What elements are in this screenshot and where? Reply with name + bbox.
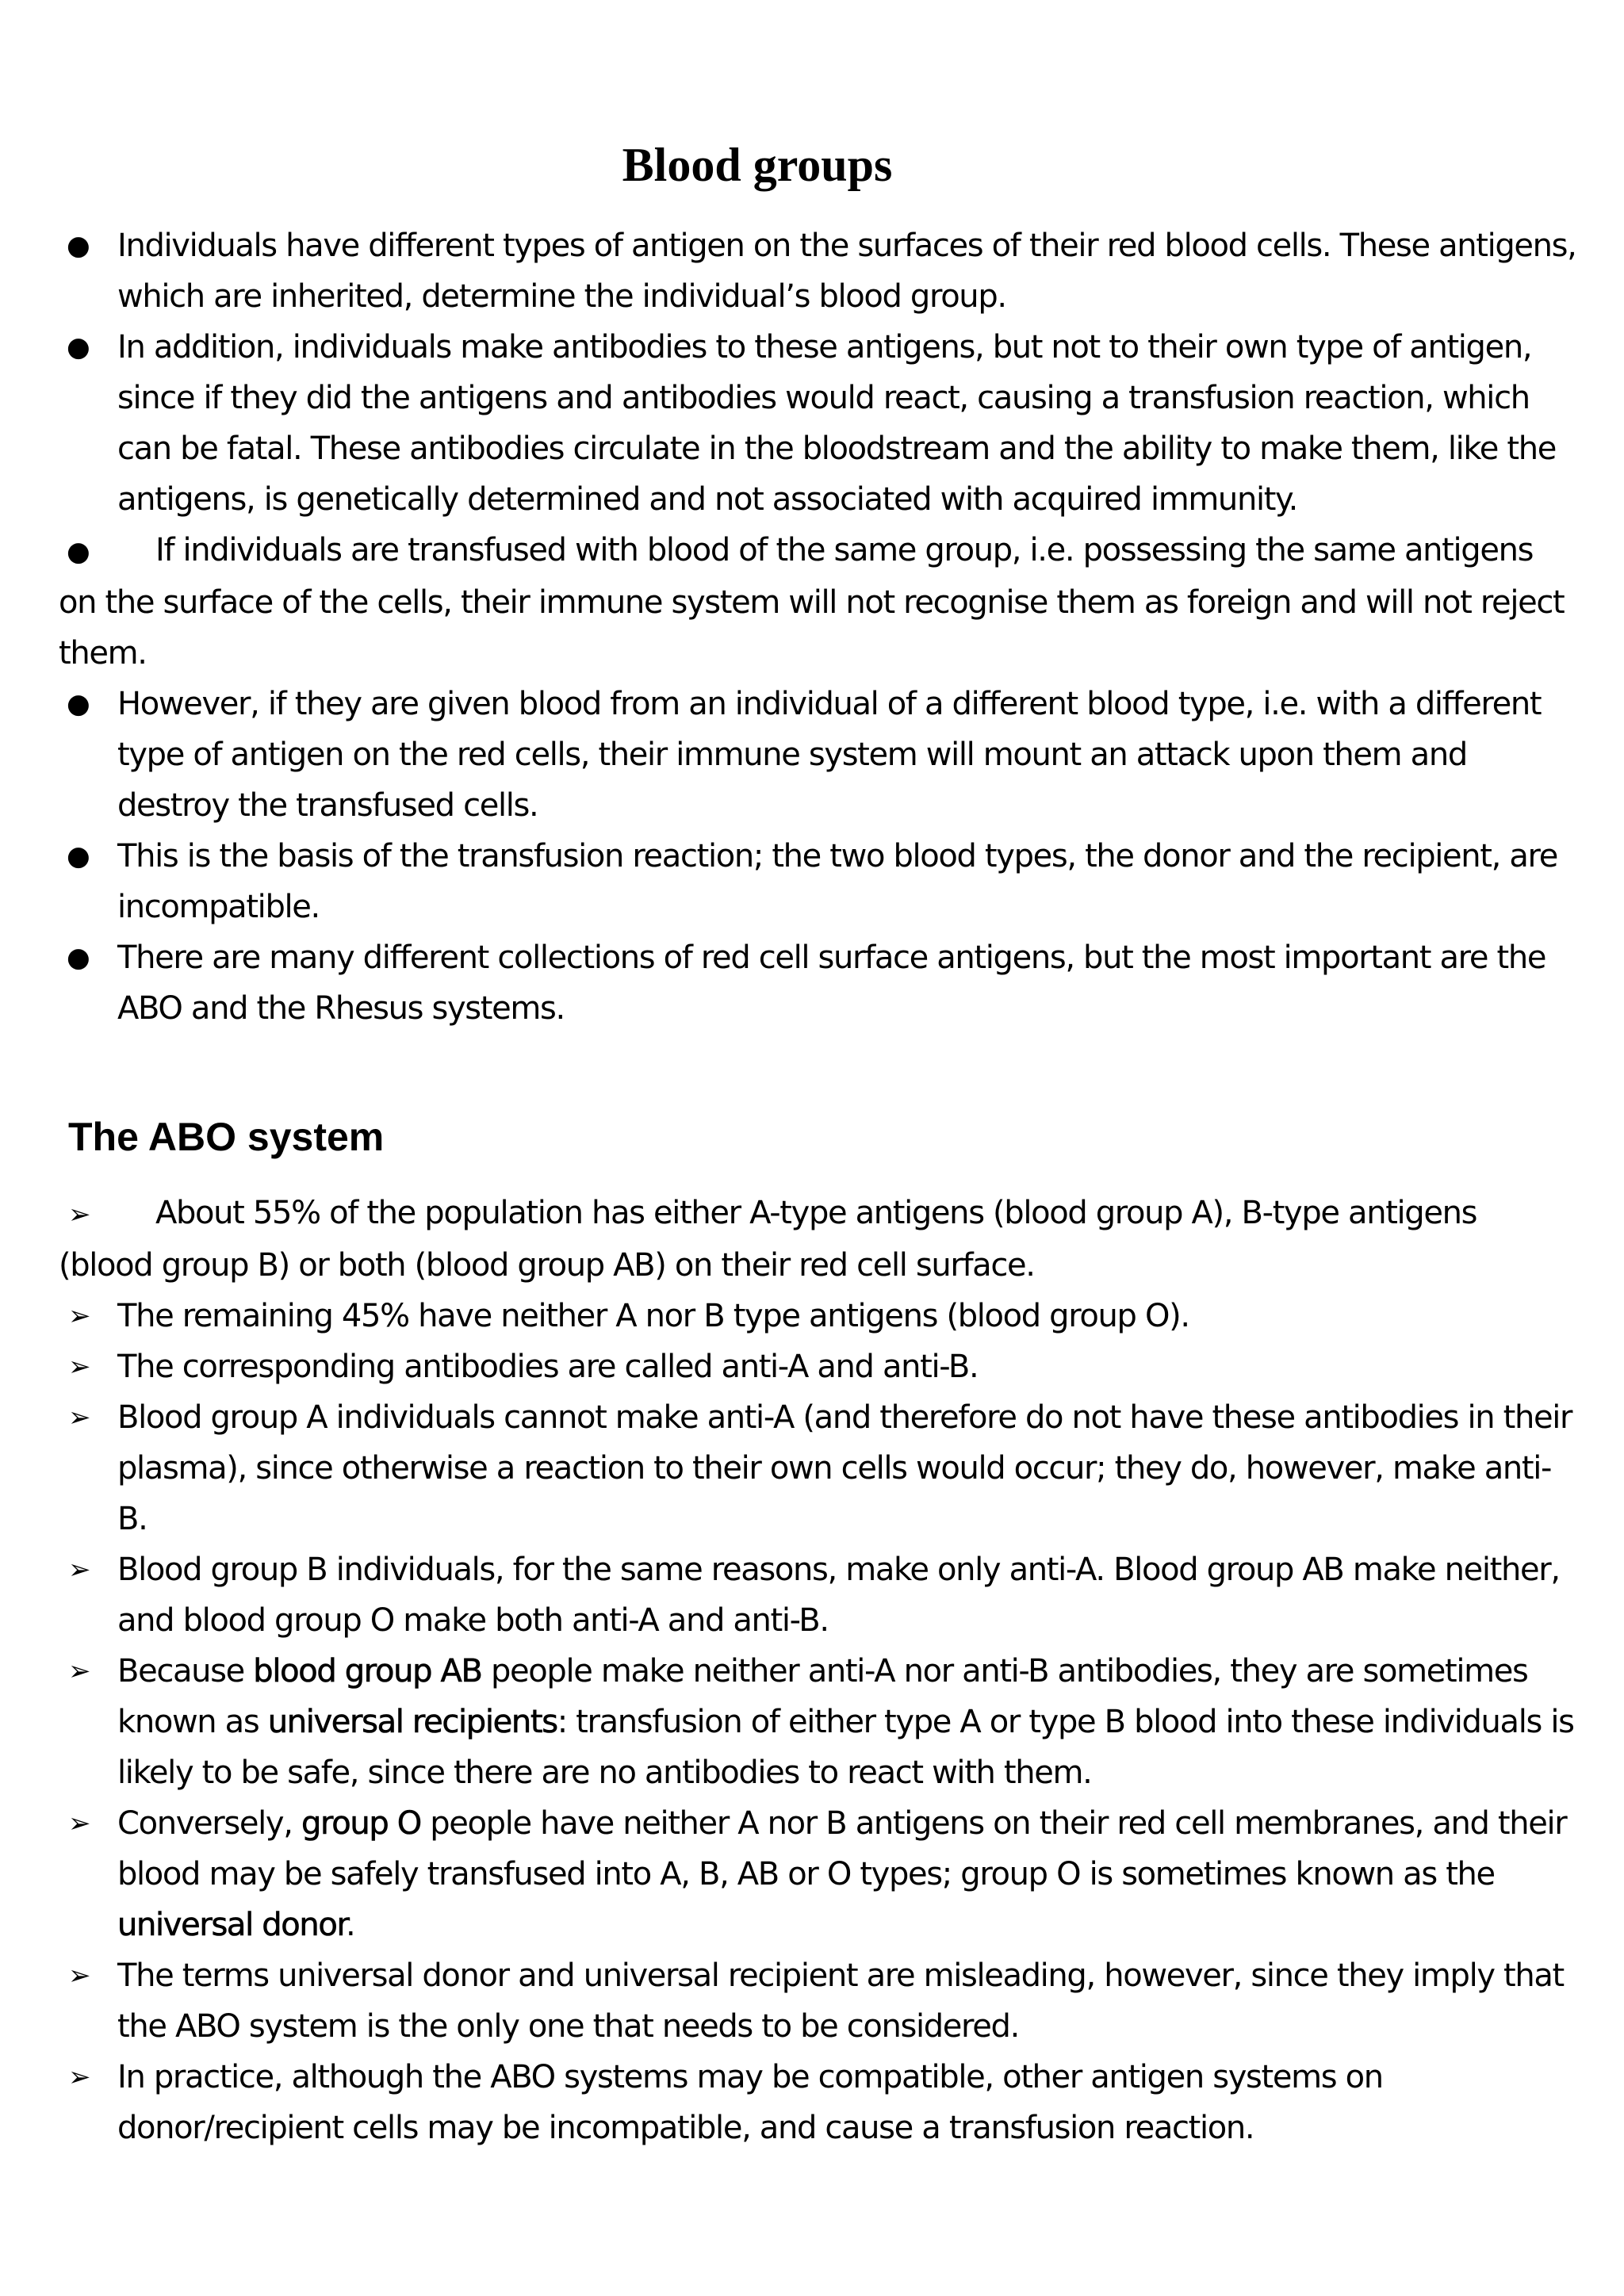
abo-point-list xyxy=(0,1188,1624,2153)
emphasis-universal-recipients: universal recipients xyxy=(267,1704,557,1740)
emphasis-group-o: group O xyxy=(301,1805,421,1842)
section-title-abo: The ABO system xyxy=(68,1115,385,1159)
arrow-bullet-icon: ➢ xyxy=(68,1199,91,1230)
bullet-icon: ● xyxy=(67,230,90,262)
list-item xyxy=(0,1188,1624,1291)
list-item xyxy=(0,831,1624,932)
list-item-text: Blood group A individuals cannot make anti-A (and therefore do not have these antibodies in their plasma), since otherwise a reaction to their own cells would occur; they do, however, make anti-B. xyxy=(117,1399,1572,1537)
list-item-text: The remaining 45% have neither A nor B type antigens (blood group O). xyxy=(117,1298,1189,1334)
list-item-text: However, if they are given blood from an individual of a different blood type, i.e. with a different type of antigen on the red cells, their immune system will mount an attack upon them and destroy the transfused cells. xyxy=(117,686,1542,824)
list-item xyxy=(0,322,1624,525)
text-run: people have neither A nor B antigens on their red cell membranes, and their blood may be safely transfused into A, B, AB or O types; group O is sometimes known as the xyxy=(117,1805,1567,1892)
list-item xyxy=(0,679,1624,831)
arrow-bullet-icon: ➢ xyxy=(68,1351,91,1383)
text-run: Because xyxy=(117,1653,254,1689)
list-item-text: There are many different collections of red cell surface antigens, but the most important are the ABO and the Rhesus systems. xyxy=(117,939,1546,1027)
bullet-icon: ● xyxy=(67,840,90,872)
arrow-bullet-icon: ➢ xyxy=(68,1554,91,1586)
text-run: : transfusion of either type A or type B blood into these individuals is likely to be safe, since there are no antibodies to react with them. xyxy=(117,1704,1574,1791)
arrow-bullet-icon: ➢ xyxy=(68,1808,91,1839)
list-item-text: Individuals have different types of antigen on the surfaces of their red blood cells. These antigens, which are inherited, determine the individual’s blood group. xyxy=(117,228,1576,315)
list-item-text: Blood group B individuals, for the same reasons, make only anti-A. Blood group AB make neither, and blood group O make both anti-A and anti-B. xyxy=(117,1552,1560,1639)
arrow-bullet-icon: ➢ xyxy=(68,2061,91,2093)
arrow-bullet-icon: ➢ xyxy=(68,1300,91,1332)
list-item xyxy=(0,525,1624,679)
list-item-text: The corresponding antibodies are called anti-A and anti-B. xyxy=(117,1349,979,1385)
bullet-icon: ● xyxy=(67,331,90,363)
list-item xyxy=(0,1798,1624,1950)
list-item-text: If individuals are transfused with blood of the same group, i.e. possessing the same antigens on the surface of the cells, their immune system will not recognise them as foreign and will not reject them. xyxy=(59,532,1565,672)
list-item xyxy=(0,1341,1624,1392)
list-item xyxy=(0,932,1624,1034)
bullet-icon: ● xyxy=(67,536,90,568)
arrow-bullet-icon: ➢ xyxy=(68,1960,91,1992)
list-item xyxy=(0,1950,1624,2052)
arrow-bullet-icon: ➢ xyxy=(68,1402,91,1433)
list-item xyxy=(0,2052,1624,2153)
page-title: Blood groups xyxy=(622,139,893,191)
list-item-text xyxy=(117,1653,1574,1791)
bullet-icon: ● xyxy=(67,688,90,720)
list-item-text: In practice, although the ABO systems may be compatible, other antigen systems on donor/recipient cells may be incompatible, and cause a transfusion reaction. xyxy=(117,2059,1383,2146)
list-item xyxy=(0,1646,1624,1798)
bullet-icon: ● xyxy=(67,942,90,974)
list-item xyxy=(0,1544,1624,1646)
text-run: . xyxy=(345,1907,355,1943)
list-item xyxy=(0,1291,1624,1341)
text-run: people make neither anti-A nor anti-B antibodies, they are sometimes known as xyxy=(117,1653,1528,1740)
list-item-text: This is the basis of the transfusion reaction; the two blood types, the donor and the recipient, are incompatible. xyxy=(117,838,1557,925)
list-item-text: The terms universal donor and universal recipient are misleading, however, since they imply that the ABO system is the only one that needs to be considered. xyxy=(117,1957,1564,2045)
emphasis-blood-group-ab: blood group AB xyxy=(253,1653,482,1689)
text-run: Conversely, xyxy=(117,1805,301,1842)
intro-bullet-list xyxy=(0,220,1624,1034)
list-item-text: In addition, individuals make antibodies to these antigens, but not to their own type of antigen, since if they did the antigens and antibodies would react, causing a transfusion reaction, which can be fatal. These antibodies circulate in the bloodstream and the ability to make them, like the antigens, is genetically determined and not associated with acquired immunity. xyxy=(117,329,1557,518)
list-item-text: About 55% of the population has either A-type antigens (blood group A), B-type antigens (blood group B) or both (blood group AB) on their red cell surface. xyxy=(59,1195,1477,1284)
list-item xyxy=(0,1392,1624,1544)
list-item-text xyxy=(117,1805,1566,1943)
emphasis-universal-donor: universal donor xyxy=(117,1907,346,1943)
list-item xyxy=(0,220,1624,322)
arrow-bullet-icon: ➢ xyxy=(68,1655,91,1687)
